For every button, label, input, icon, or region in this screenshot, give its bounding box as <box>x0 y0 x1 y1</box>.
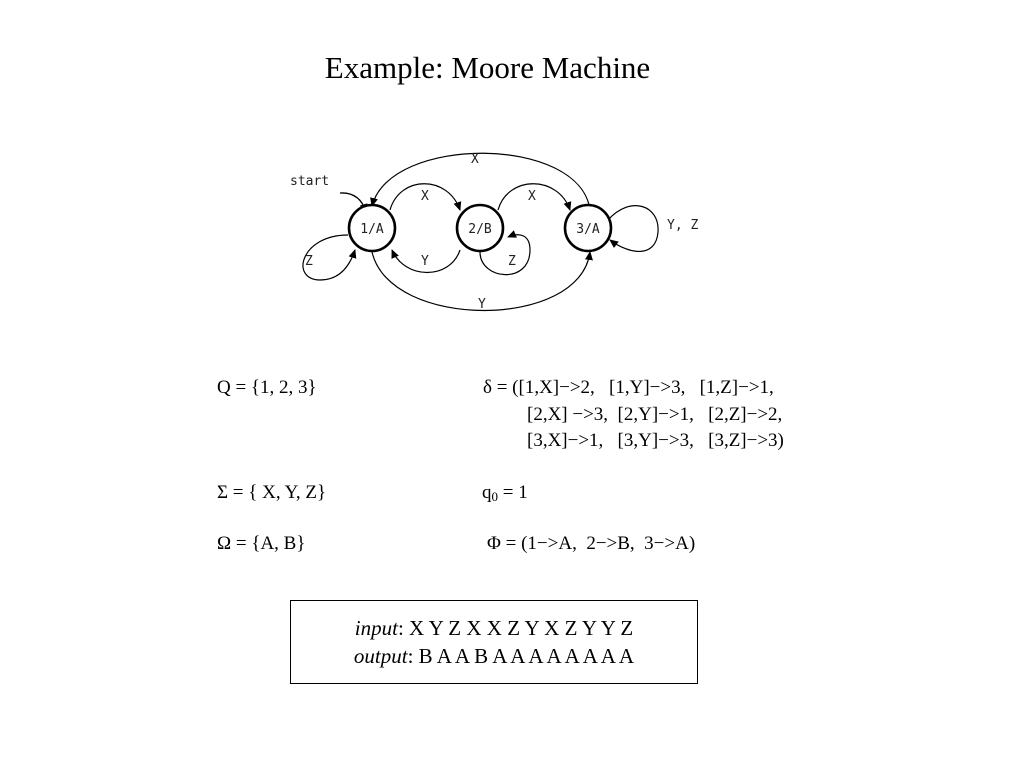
output-row <box>291 642 697 670</box>
input-label: input <box>354 616 398 640</box>
def-transition-line-3: [3,X]−>1, [3,Y]−>3, [3,Z]−>3) <box>527 430 784 451</box>
def-input-alphabet: Σ = { X, Y, Z} <box>217 482 327 503</box>
edge-label-x-top: X <box>471 152 479 167</box>
def-states-q: Q = {1, 2, 3} <box>217 377 317 398</box>
start-label: start <box>290 174 330 189</box>
edge-label-z-loop-1: Z <box>305 254 313 269</box>
state-1-label: 1/A <box>360 222 384 237</box>
edge-label-z-loop-2: Z <box>508 254 516 269</box>
edge-label-x-2-3: X <box>528 189 536 204</box>
input-row <box>291 614 697 642</box>
edge-3-to-1-x <box>372 153 590 210</box>
edge-label-yz-loop-3: Y, Z <box>667 218 699 233</box>
q0-symbol: q <box>482 482 492 503</box>
edge-loop-3-yz <box>608 206 658 252</box>
q0-subscript: 0 <box>491 489 498 504</box>
state-2 <box>457 205 503 251</box>
q0-value: = 1 <box>498 482 528 503</box>
def-start-state <box>482 480 528 510</box>
def-transition-line-1: δ = ([1,X]−>2, [1,Y]−>3, [1,Z]−>1, <box>483 377 774 398</box>
page-title: Example: Moore Machine <box>324 50 651 85</box>
state-2-label: 2/B <box>468 222 492 237</box>
output-label: output <box>353 644 408 668</box>
state-1 <box>349 205 395 251</box>
input-value: : X Y Z X X Z Y X Z Y Y Z <box>397 616 634 640</box>
edge-label-y-bottom: Y <box>478 297 486 312</box>
output-value: : B A A B A A A A A A A A <box>407 644 635 668</box>
io-example-box <box>290 600 698 684</box>
state-3 <box>565 205 611 251</box>
moore-state-diagram <box>280 140 720 330</box>
def-output-alphabet: Ω = {A, B} <box>217 533 306 554</box>
state-3-label: 3/A <box>576 222 600 237</box>
edge-label-y-2-1: Y <box>421 254 429 269</box>
def-transition-line-2: [2,X] −>3, [2,Y]−>1, [2,Z]−>2, <box>527 404 783 425</box>
edge-label-x-1-2: X <box>421 189 429 204</box>
def-output-function: Φ = (1−>A, 2−>B, 3−>A) <box>487 533 696 554</box>
